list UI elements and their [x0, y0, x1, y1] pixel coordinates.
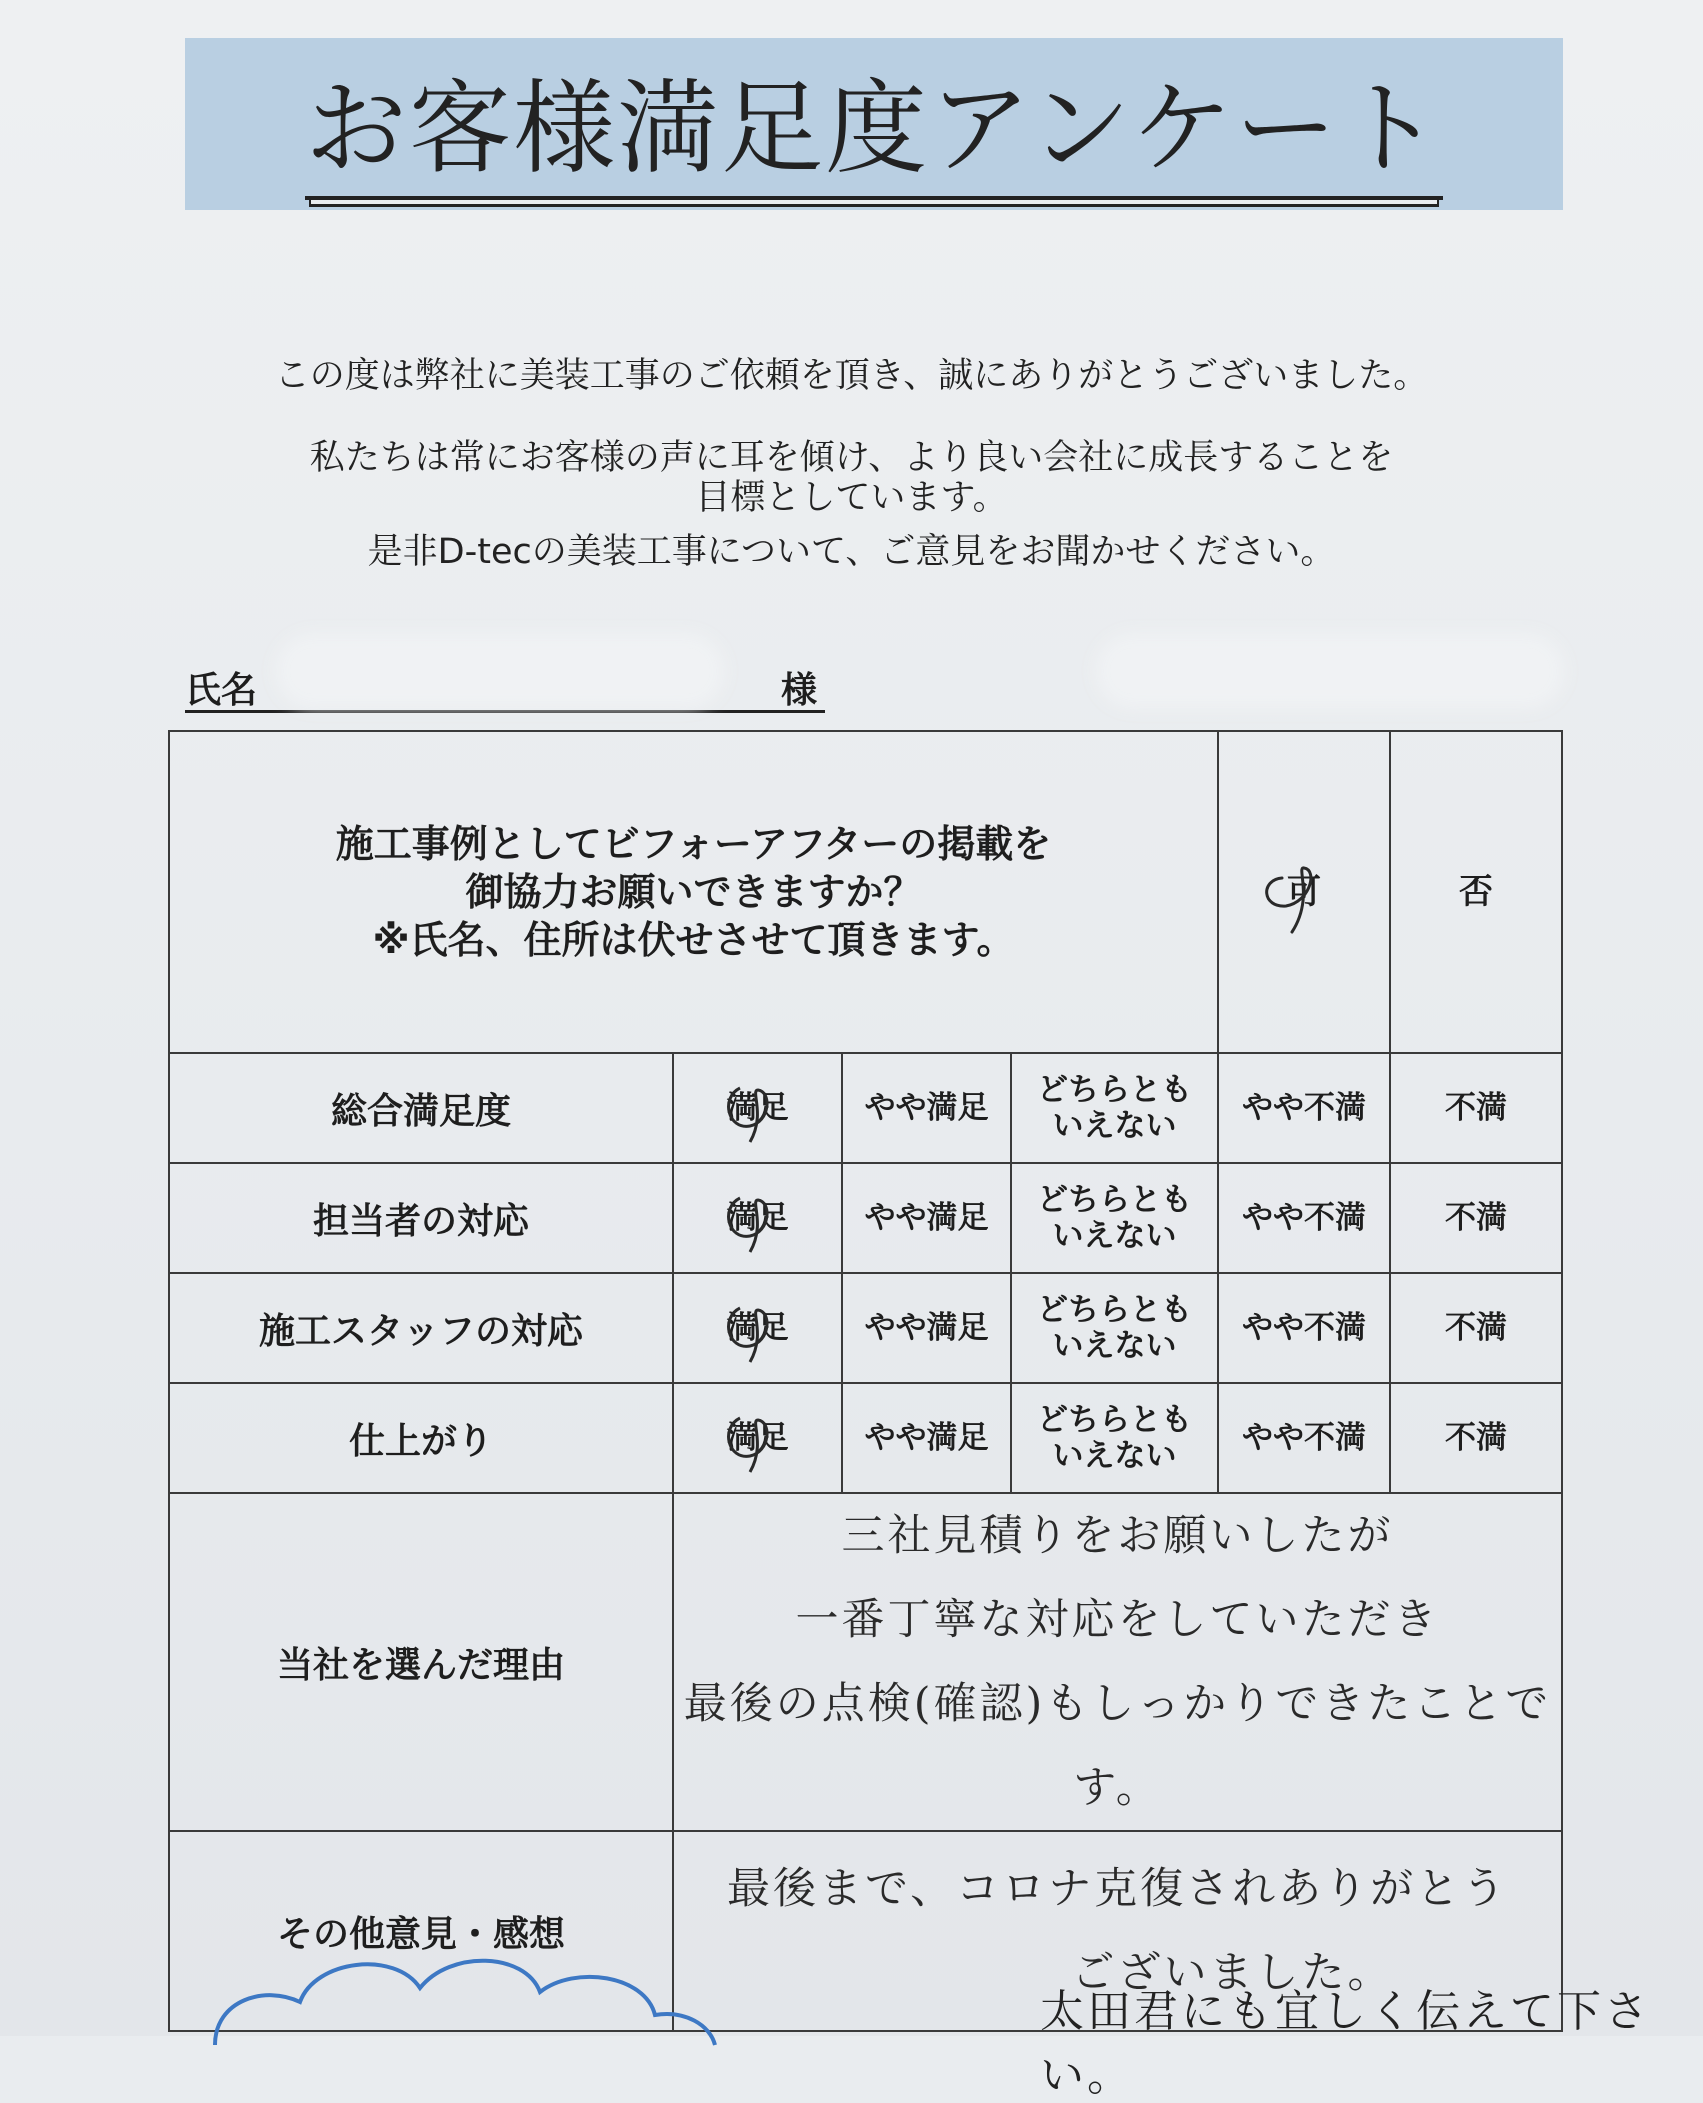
name-label: 氏名 [185, 670, 258, 711]
intro-line-3: 目標としています。 [695, 478, 1008, 518]
intro-line-1: この度は弊社に美装工事のご依頼を頂き、誠にありがとうございました。 [274, 356, 1429, 396]
redacted-name [290, 648, 710, 694]
rating-option-neutral[interactable]: どちらとも いえない [1011, 1273, 1218, 1383]
title-band [185, 38, 1563, 210]
rating-option-somewhat-dissatisfied[interactable]: やや不満 [1218, 1053, 1390, 1163]
rating-option-neutral[interactable]: どちらとも いえない [1011, 1163, 1218, 1273]
reason-answer[interactable] [673, 1493, 1562, 1831]
name-honorific: 様 [780, 670, 817, 711]
rating-option-dissatisfied[interactable]: 不満 [1390, 1053, 1562, 1163]
rating-option-satisfied[interactable]: 満足 [673, 1383, 842, 1493]
rating-option-somewhat-satisfied[interactable]: やや満足 [842, 1163, 1011, 1273]
rating-row-staff [169, 1163, 1562, 1273]
redacted-info [1110, 648, 1550, 694]
comments-line-2: ございました。 [1071, 1948, 1394, 1998]
rating-option-satisfied[interactable]: 満足 [673, 1163, 842, 1273]
rating-option-dissatisfied[interactable]: 不満 [1390, 1273, 1562, 1383]
rating-option-somewhat-satisfied[interactable]: やや満足 [842, 1383, 1011, 1493]
rating-option-satisfied[interactable]: 満足 [673, 1053, 842, 1163]
permission-row [169, 731, 1562, 1053]
reason-line-1: 三社見積りをお願いしたが [841, 1511, 1394, 1561]
reason-line-3: 最後の点検(確認)もしっかりできたことです。 [683, 1679, 1552, 1813]
rating-row-crew [169, 1273, 1562, 1383]
rating-label: 施工スタッフの対応 [169, 1273, 673, 1383]
rating-option-somewhat-satisfied[interactable]: やや満足 [842, 1273, 1011, 1383]
rating-option-neutral[interactable]: どちらとも いえない [1011, 1383, 1218, 1493]
reason-label: 当社を選んだ理由 [169, 1493, 673, 1831]
cloud-doodle [205, 1940, 725, 2050]
permission-option-yes[interactable]: 可 [1218, 731, 1390, 1053]
rating-option-dissatisfied[interactable]: 不満 [1390, 1383, 1562, 1493]
rating-option-neutral[interactable]: どちらとも いえない [1011, 1053, 1218, 1163]
page-title: お客様満足度アンケート [185, 38, 1563, 210]
rating-option-somewhat-dissatisfied[interactable]: やや不満 [1218, 1383, 1390, 1493]
permission-question-line-2: 御協力お願いできますか？ [465, 870, 922, 914]
survey-table [168, 730, 1563, 2032]
comments-line-1: 最後まで、コロナ克復されありがとう [726, 1864, 1509, 1914]
intro-line-2: 私たちは常にお客様の声に耳を傾け、より良い会社に成長することを [309, 438, 1394, 478]
rating-label: 担当者の対応 [169, 1163, 673, 1273]
rating-option-somewhat-dissatisfied[interactable]: やや不満 [1218, 1163, 1390, 1273]
handwritten-note: 太田君にも宜しく伝えて下さい。 [1040, 1986, 1651, 2101]
permission-question [169, 731, 1218, 1053]
reason-line-2: 一番丁寧な対応をしていただき [795, 1595, 1440, 1645]
rating-label: 仕上がり [169, 1383, 673, 1493]
rating-option-somewhat-dissatisfied[interactable]: やや不満 [1218, 1273, 1390, 1383]
rating-option-satisfied[interactable]: 満足 [673, 1273, 842, 1383]
rating-row-finish [169, 1383, 1562, 1493]
permission-question-line-1: 施工事例としてビフォーアフターの掲載を [335, 822, 1052, 866]
rating-row-overall [169, 1053, 1562, 1163]
rating-option-somewhat-satisfied[interactable]: やや満足 [842, 1053, 1011, 1163]
rating-label: 総合満足度 [169, 1053, 673, 1163]
permission-option-no[interactable]: 否 [1390, 731, 1562, 1053]
comments-label: その他意見・感想 [169, 1831, 673, 2031]
intro-line-4: 是非D-tecの美装工事について、ご意見をお聞かせください。 [367, 532, 1336, 572]
reason-row [169, 1493, 1562, 1831]
permission-question-line-3: ※氏名、住所は伏せさせて頂きます。 [372, 918, 1015, 962]
rating-option-dissatisfied[interactable]: 不満 [1390, 1163, 1562, 1273]
